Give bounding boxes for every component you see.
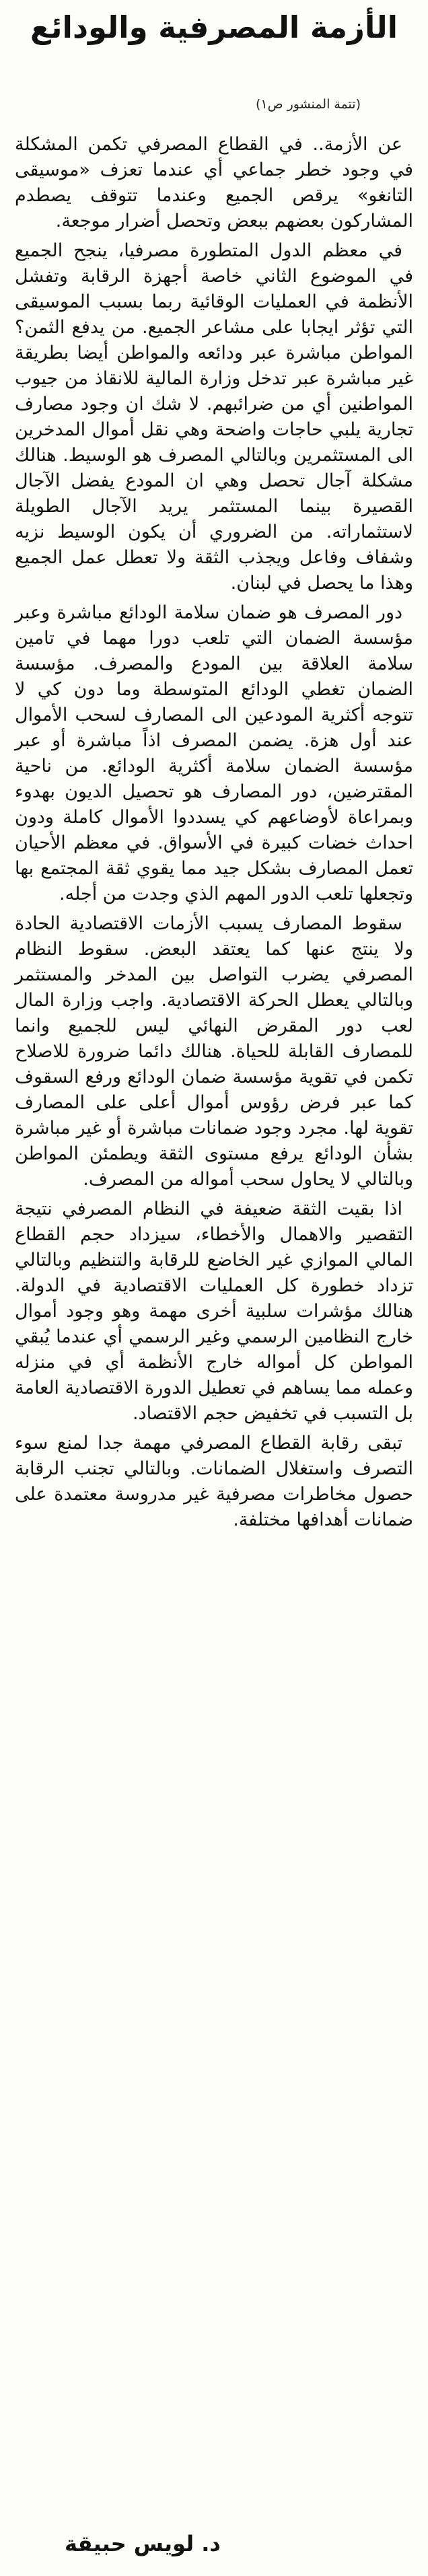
article-paragraph: اذا بقيت الثقة ضعيفة في النظام المصرفي نتيجة التقصير والاهمال والأخطاء، سيزداد حجم القطاع المالي الموازي غير الخاضع للرقابة والتنظيم وبالتالي تزداد خطورة كل العمليات الاقتصادية في الدولة. هنالك مؤشرات سلبية أخرى مهمة وهو وجود أموال خارج النظامين الرسمي وغير الرسمي أي عندما يُبقي المواطن كل أمواله خارج الأنظمة أي في منزله وعمله مما يساهم في تعطيل الدورة الاقتصادية العامة بل التسبب في تخفيض حجم الاقتصاد. (15, 1198, 413, 1424)
article-paragraph: عن الأزمة.. في القطاع المصرفي تكمن المشكلة في وجود خطر جماعي أي عندما تعزف «موسيقى التانغو» يرقص الجميع وعندما تتوقف يصطدم المشاركون بعضهم ببعض وتحصل أضرار موجعة. (15, 134, 413, 231)
article-paragraph: في معظم الدول المتطورة مصرفيا، ينجح الجميع في الموضوع الثاني خاصة أجهزة الرقابة وتفشل الأنظمة في العمليات الوقائية ربما بسبب الموسيقى التي تؤثر ايجابا على مشاعر الجميع. من يدفع الثمن؟ المواطن مباشرة عبر ودائعه والمواطن أيضا بطريقة غير مباشرة عبر تدخل وزارة المالية للانقاذ من جيوب المواطنين أي من ضرائبهم. لا شك ان وجود مصارف تجارية يلبي حاجات واضحة وهي نقل أموال المدخرين الى المستثمرين وبالتالي المصرف هو الوسيط. هنالك مشكلة آجال تحصل وهي ان المودع يفضل الآجال القصيرة بينما المستثمر يريد الآجال الطويلة لاستثماراته. من الضروري أن يكون الوسيط نزيه وشفاف وفاعل ويجذب الثقة ولا تعطل عمل الجميع وهذا ما يحصل في لبنان. (15, 240, 413, 594)
author-byline: د. لويس حبيقة (65, 2531, 221, 2556)
article-body (15, 132, 413, 1537)
continuation-note: (تتمة المنشور ص١) (255, 97, 361, 112)
article-paragraph: دور المصرف هو ضمان سلامة الودائع مباشرة وعبر مؤسسة الضمان التي تلعب دورا مهما في تامين سلامة العلاقة بين المودع والمصرف. مؤسسة الضمان تغطي الودائع المتوسطة وما دون كي لا تتوجه أكثرية المودعين الى المصارف لسحب الأموال عند أول هزة. يضمن المصرف اذاً مباشرة أو عبر مؤسسة الضمان سلامة أكثرية الودائع. من ناحية المقترضين، دور المصارف هو تحصيل الديون بهدوء وبمراعاة لأوضاعهم كي يسددوا الأموال كاملة ودون احداث خضات كبيرة في الأسواق. في معظم الأحيان تعمل المصارف بشكل جيد مما يقوي ثقة المجتمع بها وتجعلها تلعب الدور المهم الذي وجدت من أجله. (15, 602, 413, 904)
article-paragraph: تبقى رقابة القطاع المصرفي مهمة جدا لمنع سوء التصرف واستغلال الضمانات. وبالتالي تجنب الرقابة حصول مخاطرات مصرفية غير مدروسة معتمدة على ضمانات أهدافها مختلفة. (15, 1433, 413, 1530)
article-paragraph: سقوط المصارف يسبب الأزمات الاقتصادية الحادة ولا ينتج عنها كما يعتقد البعض. سقوط النظام المصرفي يضرب التواصل بين المدخر والمستثمر وبالتالي يعطل الحركة الاقتصادية. واجب وزارة المال لعب دور المقرض النهائي ليس للجميع وانما للمصارف القابلة للحياة. هنالك دائما ضرورة للاصلاح تكمن في تقوية مؤسسة ضمان الودائع ورفع السقوف كما عبر فرض رؤوس أموال أعلى على المصارف تقوية لها. مجرد وجود ضمانات مباشرة أو غير مباشرة بشأن الودائع يرفع مستوى الثقة ويطمئن المواطن وبالتالي لا يحاول سحب أمواله من المصرف. (15, 913, 413, 1190)
article-headline: الأزمة المصرفية والودائع (30, 9, 398, 45)
